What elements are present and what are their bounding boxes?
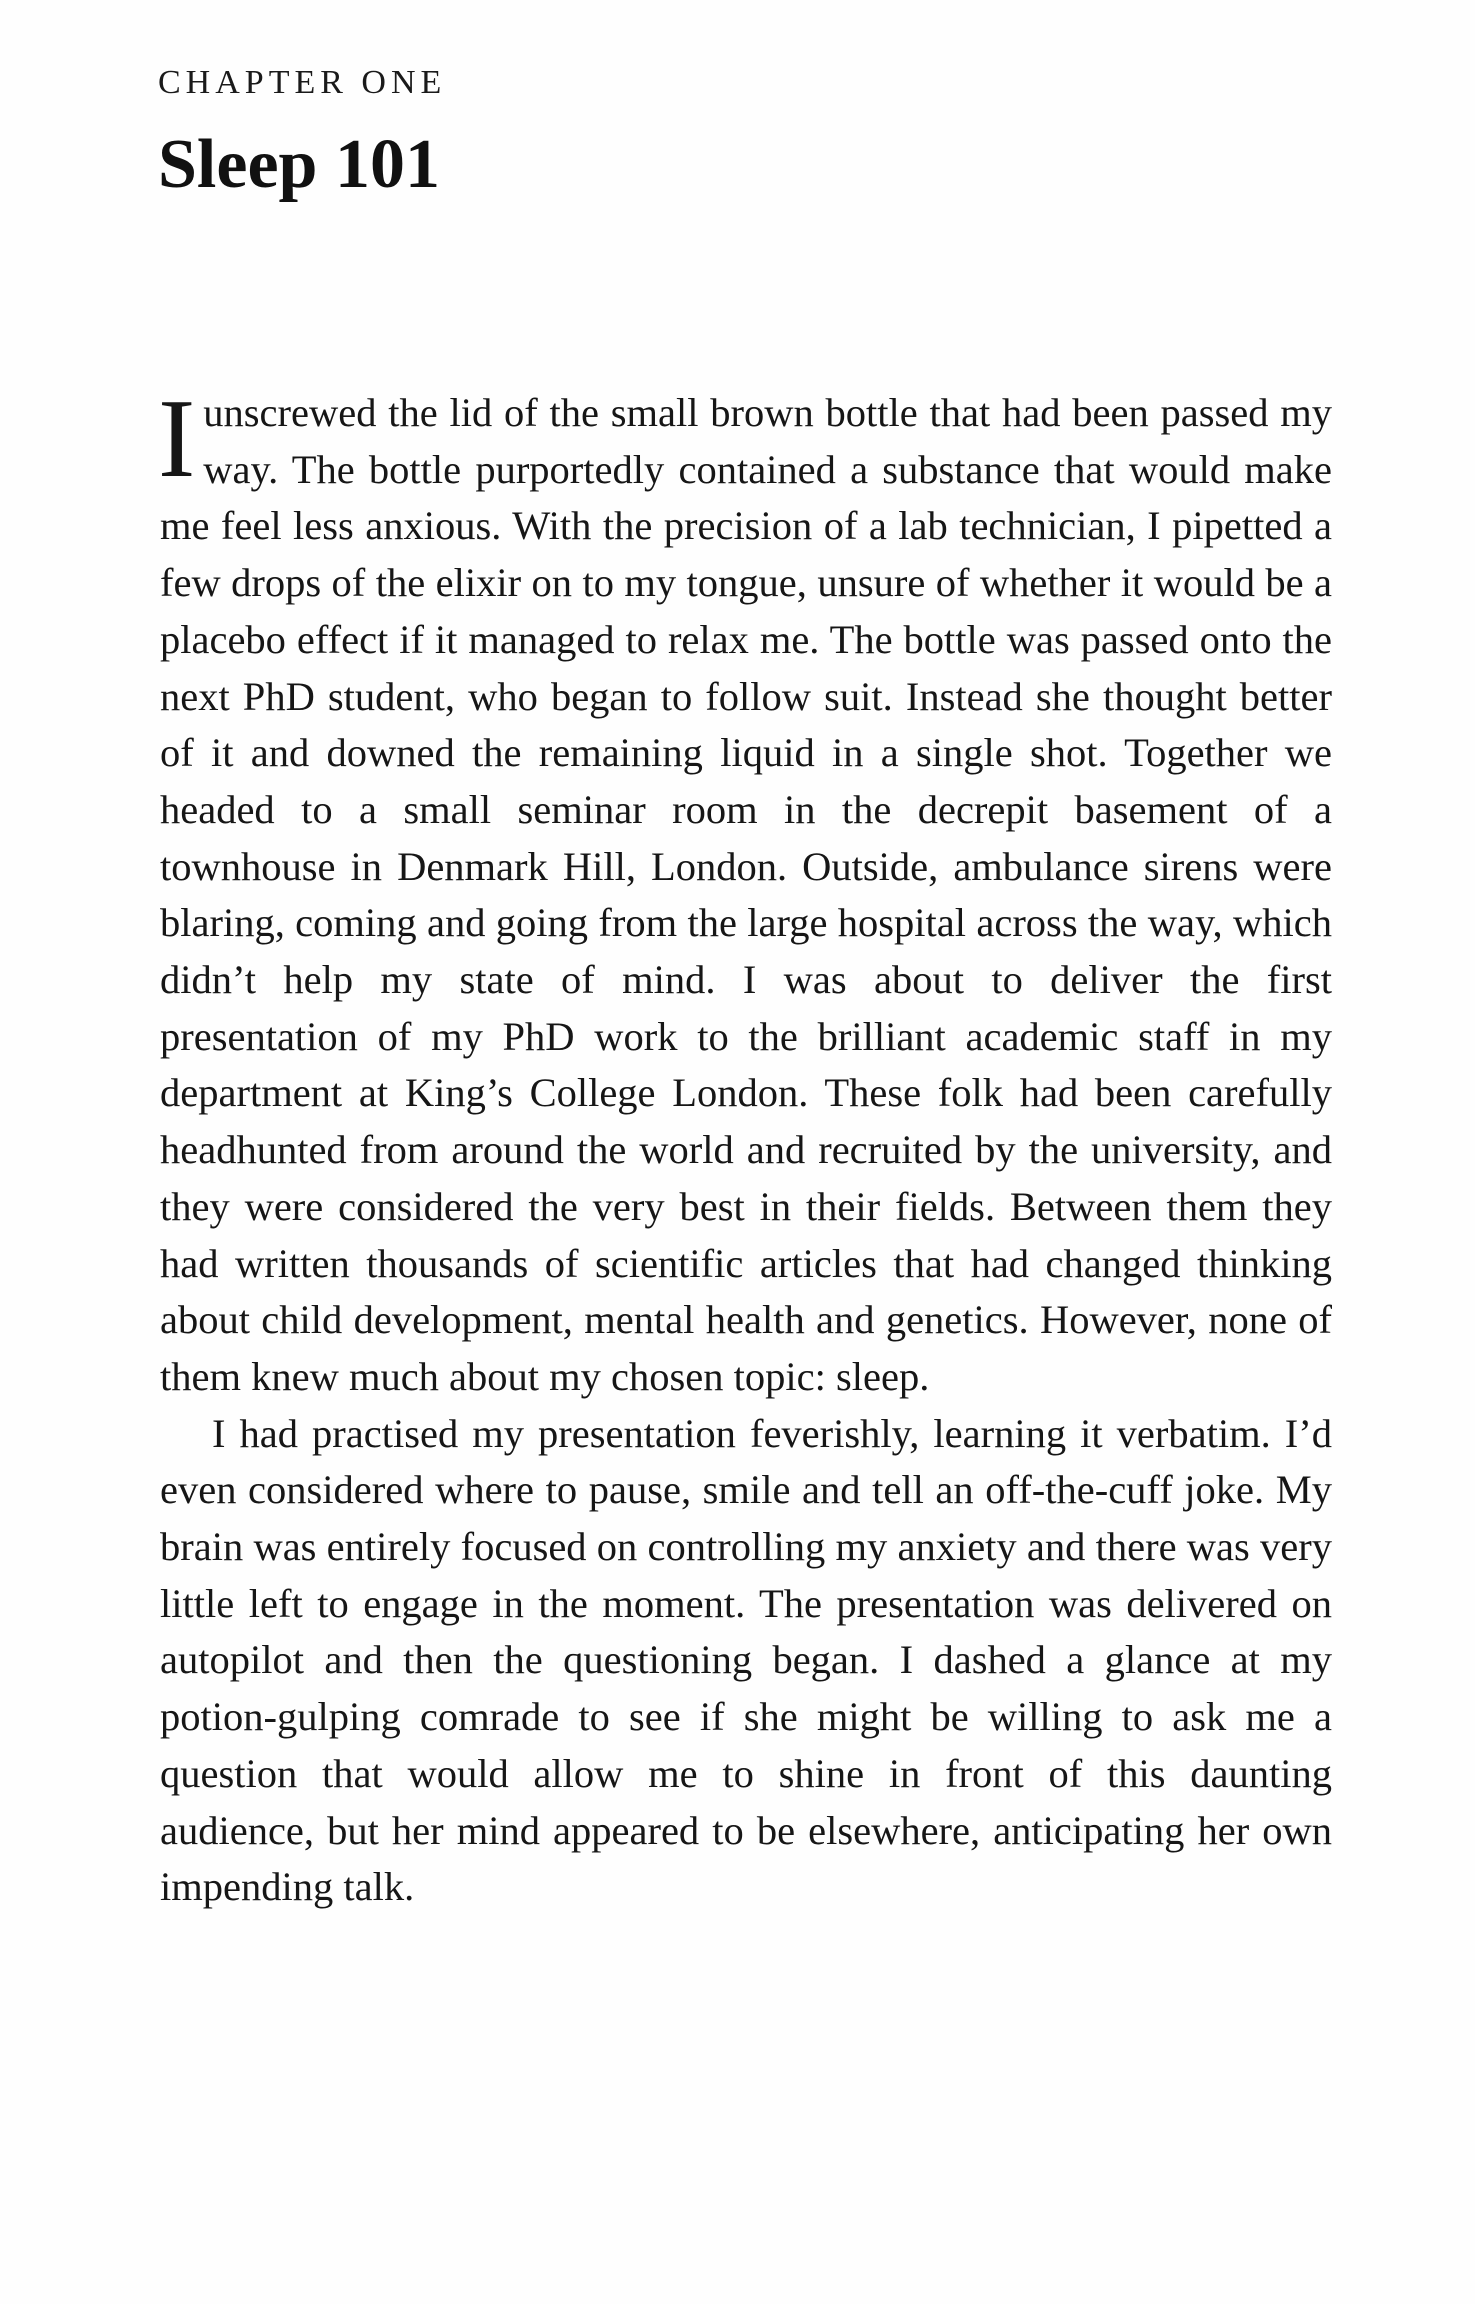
paragraph-1: Iunscrewed the lid of the small brown bottle that had been passed my way. The bottle purportedly contained a substance that would make me feel less anxious. With the precision of a lab technician, I pipetted a few drops of the elixir on to my tongue, unsure of whether it would be a placebo effect if it managed to relax me. The bottle was passed onto the next PhD student, who began to follow suit. Instead she thought better of it and downed the remaining liquid in a single shot. Together we headed to a small seminar room in the decrepit basement of a townhouse in Denmark Hill, London. Outside, ambulance sirens were blaring, coming and going from the large hospital across the way, which didn’t help my state of mind. I was about to deliver the first presentation of my PhD work to the brilliant academic staff in my department at King’s College London. These folk had been carefully headhunted from around the world and recruited by the university, and they were considered the very best in their fields. Between them they had written thousands of scientific articles that had changed thinking about child development, mental health and genetics. However, none of them knew much about my chosen topic: sleep. xyxy=(158,377,1332,1399)
chapter-label: CHAPTER ONE xyxy=(158,64,447,101)
chapter-title: Sleep 101 xyxy=(158,126,440,203)
chapter-body xyxy=(158,377,1332,1916)
paragraph-2: I had practised my presentation feverishly, learning it verbatim. I’d even considered where to pause, smile and tell an off-the-cuff joke. My brain was entirely focused on controlling my anxiety and there was very little left to engage in the moment. The presentation was delivered on autopilot and then the questioning began. I dashed a glance at my potion-gulping comrade to see if she might be willing to ask me a question that would allow me to shine in front of this daunting audience, but her mind appeared to be elsewhere, anticipating her own impending talk. xyxy=(160,1410,1332,1910)
